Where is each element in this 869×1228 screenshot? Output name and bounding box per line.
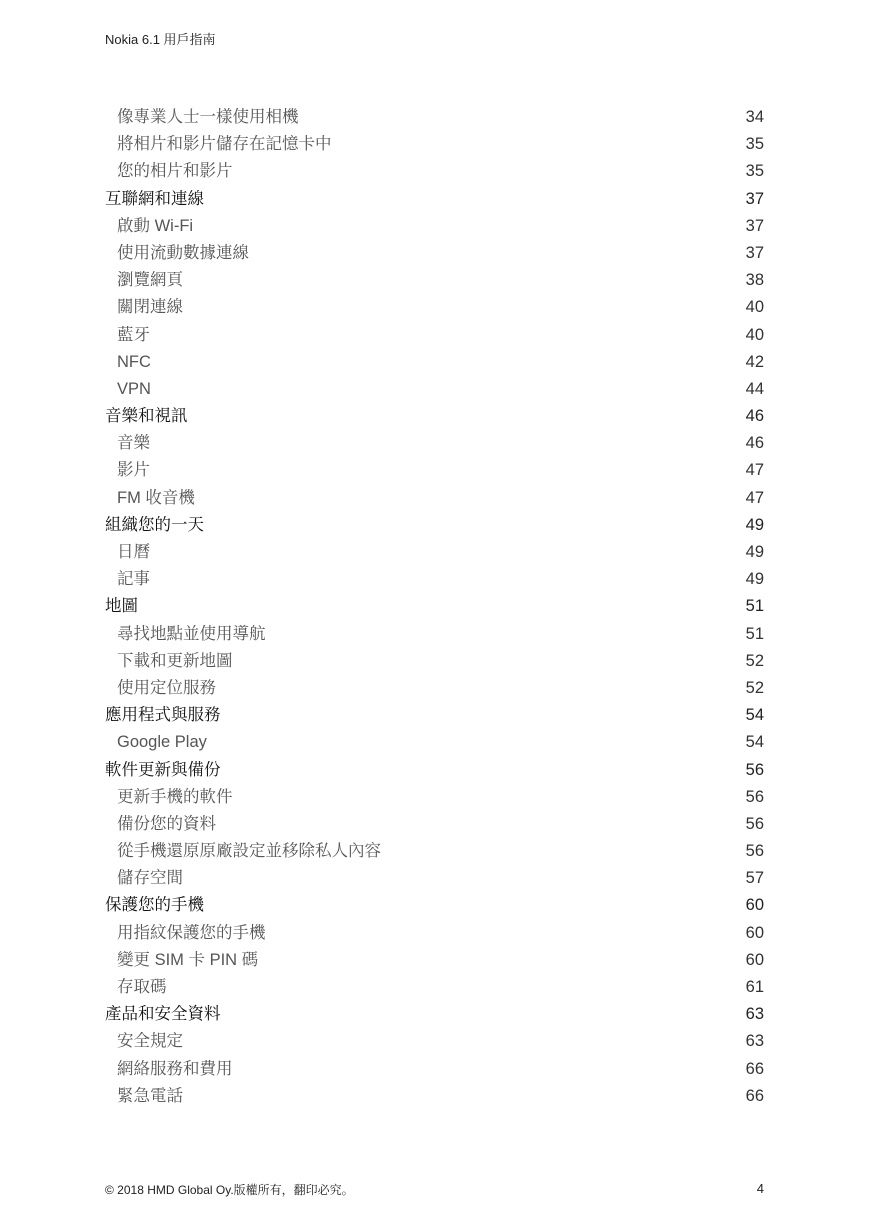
toc-entry-title: 尋找地點並使用導航 — [117, 624, 266, 643]
toc-section-entry[interactable] — [105, 947, 764, 974]
toc-entry-title: NFC — [117, 352, 151, 371]
toc-entry-title: 您的相片和影片 — [117, 162, 233, 181]
toc-entry-page: 34 — [745, 108, 764, 126]
copyright-notice: © 2018 HMD Global Oy.版權所有，翻印必究。 — [105, 1183, 354, 1197]
toc-entry-title: 組織您的一天 — [105, 515, 204, 534]
toc-section-entry[interactable] — [105, 1083, 764, 1110]
toc-entry-page: 66 — [745, 1086, 764, 1105]
toc-entry-page: 47 — [745, 488, 764, 507]
toc-entry-title: 將相片和影片儲存在記憶卡中 — [117, 135, 332, 154]
toc-entry-title: 瀏覽網頁 — [117, 271, 183, 290]
toc-entry-title: 網絡服務和費用 — [117, 1059, 233, 1078]
toc-entry-page: 56 — [745, 760, 764, 779]
toc-entry-title: FM 收音機 — [117, 488, 195, 507]
toc-entry-page: 37 — [745, 243, 764, 262]
toc-entry-title: 應用程式與服務 — [105, 706, 221, 725]
toc-entry-title: 使用流動數據連線 — [117, 243, 249, 262]
toc-section-entry[interactable] — [105, 104, 764, 131]
toc-chapter-entry[interactable] — [105, 892, 764, 919]
toc-chapter-entry[interactable] — [105, 1001, 764, 1028]
toc-entry-title: 變更 SIM 卡 PIN 碼 — [117, 950, 259, 969]
toc-section-entry[interactable] — [105, 485, 764, 512]
toc-entry-title: 存取碼 — [117, 978, 167, 996]
toc-entry-page: 35 — [745, 135, 764, 154]
toc-section-entry[interactable] — [105, 920, 764, 947]
toc-entry-title: 影片 — [117, 461, 150, 480]
toc-section-entry[interactable] — [105, 675, 764, 702]
toc-entry-title: 使用定位服務 — [117, 678, 216, 697]
toc-entry-title: 軟件更新與備份 — [105, 760, 221, 779]
toc-chapter-entry[interactable] — [105, 702, 764, 729]
toc-section-entry[interactable] — [105, 811, 764, 838]
toc-entry-page: 46 — [745, 407, 764, 426]
toc-chapter-entry[interactable] — [105, 512, 764, 539]
toc-entry-title: Google Play — [117, 733, 207, 752]
toc-section-entry[interactable] — [105, 376, 764, 403]
toc-section-entry[interactable] — [105, 267, 764, 294]
toc-section-entry[interactable] — [105, 213, 764, 240]
toc-section-entry[interactable] — [105, 648, 764, 675]
toc-chapter-entry[interactable] — [105, 403, 764, 430]
toc-entry-title: 地圖 — [105, 597, 138, 616]
toc-section-entry[interactable] — [105, 457, 764, 484]
toc-section-entry[interactable] — [105, 1028, 764, 1055]
toc-entry-title: 保護您的手機 — [105, 896, 204, 915]
toc-entry-page: 47 — [745, 461, 764, 480]
toc-entry-title: VPN — [117, 379, 151, 398]
toc-entry-title: 記事 — [117, 570, 150, 589]
toc-entry-page: 56 — [745, 814, 764, 833]
toc-entry-page: 46 — [745, 434, 764, 453]
toc-entry-page: 61 — [745, 978, 764, 996]
toc-section-entry[interactable] — [105, 430, 764, 457]
toc-section-entry[interactable] — [105, 784, 764, 811]
toc-entry-page: 37 — [745, 216, 764, 235]
toc-entry-title: 產品和安全資料 — [105, 1005, 221, 1024]
toc-entry-page: 40 — [745, 325, 764, 344]
toc-entry-title: 關閉連線 — [117, 298, 183, 317]
toc-entry-page: 54 — [745, 733, 764, 752]
toc-chapter-entry[interactable] — [105, 593, 764, 620]
toc-entry-title: 音樂 — [117, 434, 150, 453]
toc-entry-page: 63 — [745, 1032, 764, 1051]
toc-chapter-entry[interactable] — [105, 186, 764, 213]
page-footer — [105, 1181, 764, 1198]
toc-entry-title: 下載和更新地圖 — [117, 651, 233, 670]
toc-section-entry[interactable] — [105, 539, 764, 566]
toc-section-entry[interactable] — [105, 838, 764, 865]
toc-entry-page: 56 — [745, 842, 764, 861]
toc-entry-page: 66 — [745, 1059, 764, 1078]
page-number: 4 — [756, 1181, 764, 1196]
toc-entry-title: 像專業人士一樣使用相機 — [117, 108, 299, 126]
toc-entry-page: 37 — [745, 189, 764, 208]
table-of-contents — [105, 104, 764, 1110]
toc-section-entry[interactable] — [105, 974, 764, 1001]
toc-section-entry[interactable] — [105, 1056, 764, 1083]
toc-entry-page: 60 — [745, 923, 764, 942]
toc-entry-page: 44 — [745, 379, 764, 398]
toc-entry-title: 從手機還原原廠設定並移除私人內容 — [117, 842, 381, 861]
toc-entry-page: 63 — [745, 1005, 764, 1024]
toc-section-entry[interactable] — [105, 621, 764, 648]
toc-entry-title: 備份您的資料 — [117, 814, 216, 833]
toc-entry-page: 60 — [745, 896, 764, 915]
toc-section-entry[interactable] — [105, 349, 764, 376]
toc-entry-page: 54 — [745, 706, 764, 725]
toc-entry-title: 緊急電話 — [117, 1086, 183, 1105]
toc-entry-title: 音樂和視訊 — [105, 407, 188, 426]
toc-entry-page: 42 — [745, 352, 764, 371]
toc-section-entry[interactable] — [105, 240, 764, 267]
toc-entry-page: 49 — [745, 570, 764, 589]
toc-entry-page: 51 — [745, 597, 764, 616]
toc-entry-page: 60 — [745, 950, 764, 969]
page-header: Nokia 6.1 用戶指南 — [105, 32, 216, 47]
toc-entry-title: 用指紋保護您的手機 — [117, 923, 266, 942]
toc-entry-page: 38 — [745, 271, 764, 290]
toc-entry-title: 日曆 — [117, 543, 150, 561]
toc-entry-page: 49 — [745, 543, 764, 561]
toc-entry-title: 啟動 Wi-Fi — [117, 216, 194, 235]
toc-section-entry[interactable] — [105, 865, 764, 892]
toc-section-entry[interactable] — [105, 322, 764, 349]
toc-entry-title: 安全規定 — [117, 1032, 183, 1051]
toc-entry-title: 互聯網和連線 — [105, 189, 204, 208]
toc-entry-title: 更新手機的軟件 — [117, 787, 233, 806]
toc-section-entry[interactable] — [105, 566, 764, 593]
toc-entry-page: 52 — [745, 678, 764, 697]
toc-section-entry[interactable] — [105, 729, 764, 756]
toc-entry-page: 35 — [745, 162, 764, 181]
toc-entry-page: 56 — [745, 787, 764, 806]
toc-entry-title: 儲存空間 — [117, 869, 183, 888]
toc-section-entry[interactable] — [105, 294, 764, 321]
toc-section-entry[interactable] — [105, 158, 764, 185]
toc-entry-page: 57 — [745, 869, 764, 888]
toc-entry-title: 藍牙 — [117, 325, 150, 344]
toc-entry-page: 51 — [745, 624, 764, 643]
toc-entry-page: 49 — [745, 515, 764, 534]
toc-entry-page: 40 — [745, 298, 764, 317]
toc-section-entry[interactable] — [105, 131, 764, 158]
toc-entry-page: 52 — [745, 651, 764, 670]
toc-chapter-entry[interactable] — [105, 757, 764, 784]
